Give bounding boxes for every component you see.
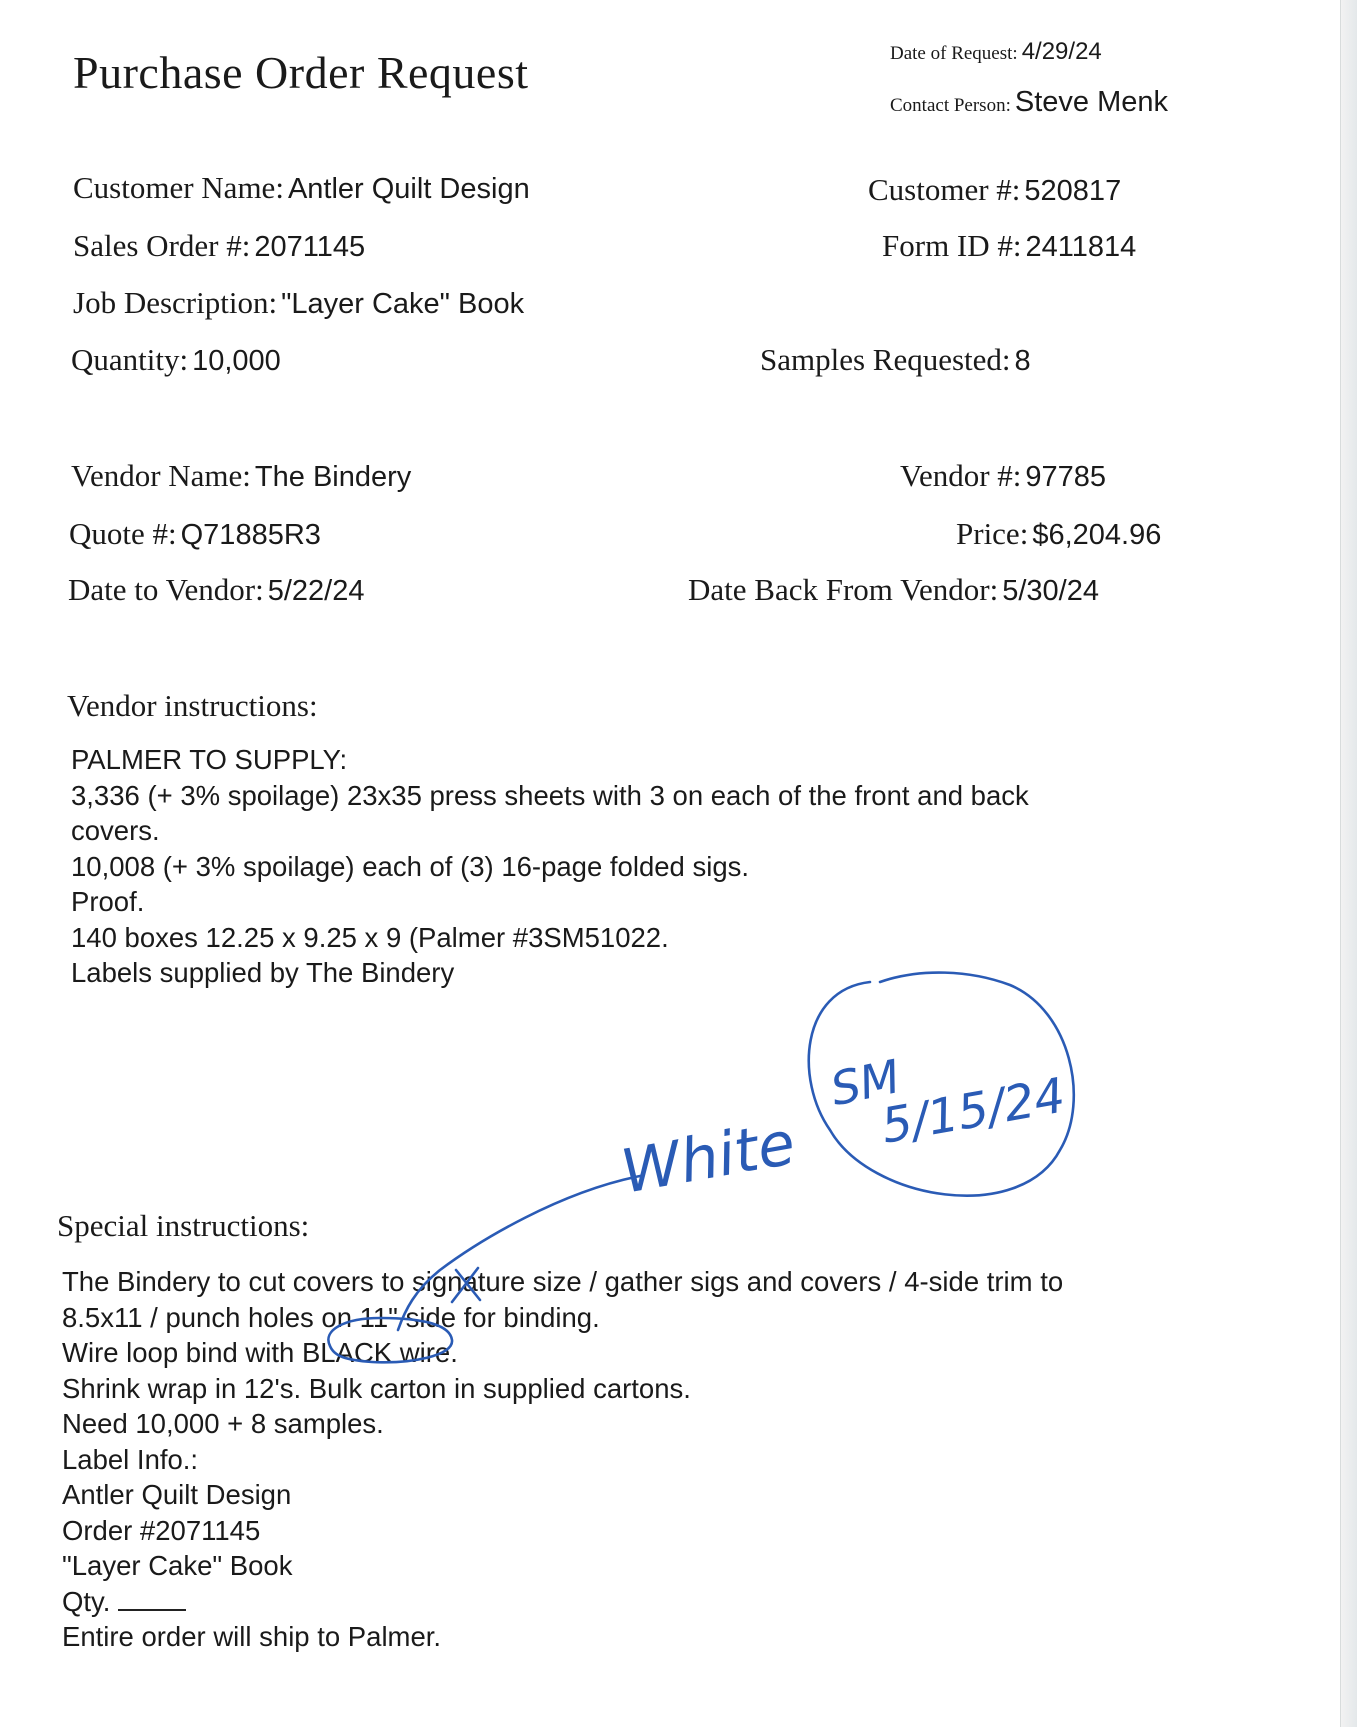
customer-name-value: Antler Quilt Design [287, 173, 530, 205]
quantity-row [71, 342, 281, 378]
special-instruction-line: 8.5x11 / punch holes on 11" side for binding. [62, 1301, 600, 1333]
contact-person-label: Contact Person: [890, 95, 1011, 116]
initials-circle [809, 973, 1074, 1196]
vendor-instructions-body [71, 742, 1029, 991]
date-back-row [688, 572, 1099, 608]
quote-label: Quote #: [69, 516, 177, 551]
sales-order-row [73, 228, 365, 264]
price-value: $6,204.96 [1032, 519, 1162, 551]
customer-name-row [73, 170, 530, 206]
special-instruction-line: Entire order will ship to Palmer. [62, 1621, 442, 1652]
special-instruction-line: Shrink wrap in 12's. Bulk carton in supplied cartons. [62, 1372, 691, 1404]
customer-name-label: Customer Name: [73, 170, 284, 205]
date-of-request-label: Date of Request: [890, 43, 1018, 64]
special-instruction-line: Wire loop bind with BLACK wire. [62, 1337, 458, 1368]
vendor-name-value: The Bindery [254, 461, 412, 493]
vendor-instructions-heading: Vendor instructions: [67, 688, 318, 723]
sales-order-label: Sales Order #: [73, 228, 251, 263]
samples-requested-row [760, 342, 1031, 378]
special-instruction-line: Antler Quilt Design [62, 1479, 292, 1510]
qty-blank [118, 1587, 186, 1611]
date-of-request-row [890, 38, 1102, 66]
form-id-value: 2411814 [1025, 231, 1137, 263]
vendor-instruction-line: Proof. [71, 886, 145, 917]
price-row [956, 516, 1161, 552]
sales-order-value: 2071145 [254, 231, 366, 263]
vendor-name-row [71, 458, 411, 494]
date-to-vendor-value: 5/22/24 [267, 575, 365, 607]
date-of-request-value: 4/29/24 [1021, 38, 1102, 65]
form-id-label: Form ID #: [882, 228, 1022, 263]
vendor-number-value: 97785 [1025, 461, 1107, 493]
initials-handwriting: SM [825, 1049, 905, 1117]
page-title: Purchase Order Request [73, 47, 529, 98]
special-instruction-line: Order #2071145 [62, 1514, 261, 1546]
vendor-instruction-line: 3,336 (+ 3% spoilage) 23x35 press sheets with 3 on each of the front and back [71, 779, 1029, 811]
contact-person-row [890, 86, 1168, 119]
samples-requested-value: 8 [1014, 345, 1031, 377]
date-handwriting: 5/15/24 [877, 1067, 1070, 1155]
qty-label: Qty. [62, 1585, 111, 1617]
special-instruction-line: "Layer Cake" Book [62, 1550, 293, 1581]
vendor-number-row [900, 458, 1106, 494]
vendor-instruction-line: 140 boxes 12.25 x 9.25 x 9 (Palmer #3SM51022. [71, 921, 669, 953]
vendor-instruction-line: 10,008 (+ 3% spoilage) each of (3) 16-page folded sigs. [71, 850, 750, 882]
date-to-vendor-label: Date to Vendor: [68, 572, 264, 607]
customer-number-row [868, 172, 1121, 208]
page-edge [1340, 0, 1357, 1727]
special-instruction-line: The Bindery to cut covers to signature size / gather sigs and covers / 4-side trim to [62, 1266, 1064, 1297]
job-description-label: Job Description: [73, 285, 278, 320]
vendor-instruction-line: PALMER TO SUPPLY: [71, 744, 348, 775]
correction-handwriting: White [616, 1108, 801, 1208]
special-instructions-body [62, 1264, 1063, 1655]
date-back-label: Date Back From Vendor: [688, 572, 999, 607]
special-instruction-line: Need 10,000 + 8 samples. [62, 1408, 384, 1439]
vendor-instruction-line: Labels supplied by The Bindery [71, 957, 455, 988]
contact-person-value: Steve Menk [1014, 86, 1168, 118]
special-instructions-heading: Special instructions: [57, 1208, 310, 1243]
vendor-name-label: Vendor Name: [71, 458, 251, 493]
quote-row [69, 516, 321, 552]
vendor-instruction-line: covers. [71, 815, 160, 846]
job-description-row [73, 285, 524, 321]
date-to-vendor-row [68, 572, 364, 608]
samples-requested-label: Samples Requested: [760, 342, 1011, 377]
price-label: Price: [956, 516, 1029, 551]
special-instruction-line: Label Info.: [62, 1443, 199, 1475]
job-description-value: "Layer Cake" Book [281, 288, 525, 320]
qty-line [62, 1584, 1063, 1620]
date-back-value: 5/30/24 [1002, 575, 1099, 607]
quote-value: Q71885R3 [180, 519, 321, 551]
form-id-row [882, 228, 1136, 264]
quantity-value: 10,000 [192, 345, 281, 377]
customer-number-label: Customer #: [868, 172, 1021, 207]
quantity-label: Quantity: [71, 342, 189, 377]
customer-number-value: 520817 [1024, 175, 1122, 207]
vendor-number-label: Vendor #: [900, 458, 1022, 493]
